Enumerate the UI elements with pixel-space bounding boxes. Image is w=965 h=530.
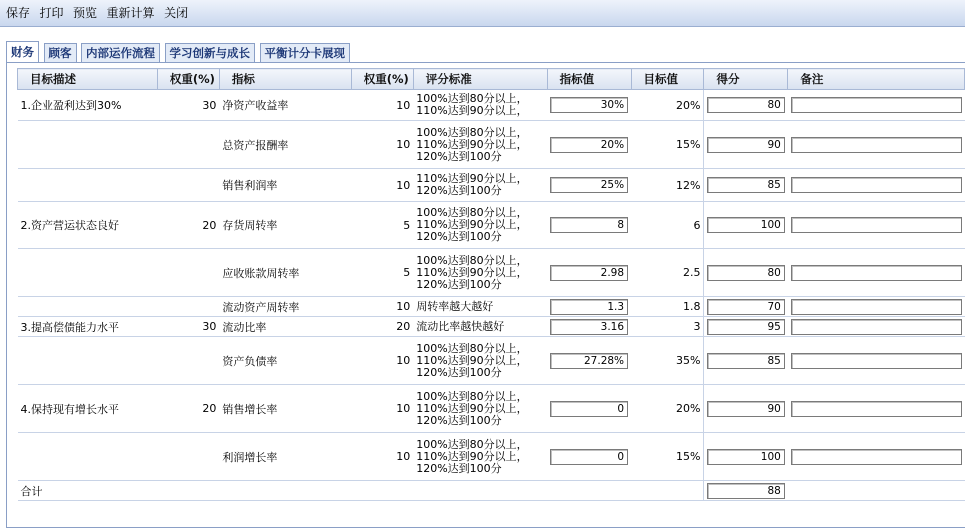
remark-cell xyxy=(788,202,965,249)
indicator-weight-cell: 5 xyxy=(351,202,413,249)
remark-field[interactable] xyxy=(791,97,962,113)
value-cell xyxy=(547,297,631,317)
remark-cell xyxy=(788,249,965,297)
objective-weight-cell xyxy=(157,337,219,385)
remark-field[interactable] xyxy=(791,319,962,335)
col-standard[interactable]: 评分标准 xyxy=(413,69,547,90)
standard-line: 120%达到100分 xyxy=(416,365,502,379)
objective-cell: 1.企业盈利达到30% xyxy=(18,90,158,121)
indicator-weight-cell: 10 xyxy=(351,385,413,433)
recalculate-button[interactable]: 重新计算 xyxy=(106,6,155,20)
indicator-cell: 销售利润率 xyxy=(219,169,351,202)
remark-cell xyxy=(788,337,965,385)
tab-learning-growth[interactable]: 学习创新与成长 xyxy=(165,43,256,63)
toolbar xyxy=(0,0,965,27)
total-label: 合计 xyxy=(18,481,158,501)
indicator-cell: 资产负债率 xyxy=(219,337,351,385)
indicator-weight-cell: 10 xyxy=(351,169,413,202)
col-objective[interactable]: 目标描述 xyxy=(18,69,158,90)
indicator-cell: 应收账款周转率 xyxy=(219,249,351,297)
finance-panel xyxy=(6,62,965,528)
col-value[interactable]: 指标值 xyxy=(547,69,631,90)
remark-cell xyxy=(788,297,965,317)
standard-line: 100%达到80分以上， xyxy=(416,206,528,219)
remark-field[interactable] xyxy=(791,177,962,193)
objective-weight-cell: 20 xyxy=(157,202,219,249)
standard-line: 流动比率越快越好 xyxy=(416,319,505,333)
total-row xyxy=(18,481,965,501)
tab-internal-process[interactable]: 内部运作流程 xyxy=(81,43,160,63)
objective-cell: 2.资产营运状态良好 xyxy=(18,202,158,249)
table-row xyxy=(18,90,965,121)
col-remark[interactable]: 备注 xyxy=(788,69,965,90)
standard-line: 100%达到80分以上， xyxy=(416,389,528,403)
standard-cell xyxy=(413,249,547,297)
standard-line: 110%达到90分以上， xyxy=(416,265,528,279)
standard-line: 110%达到90分以上， xyxy=(416,353,528,367)
table-row xyxy=(18,317,965,337)
standard-line: 120%达到100分 xyxy=(416,277,502,291)
value-cell xyxy=(547,337,631,385)
score-cell xyxy=(704,297,788,317)
objective-cell xyxy=(18,249,158,297)
objective-cell xyxy=(18,297,158,317)
tab-customer[interactable]: 顾客 xyxy=(44,43,77,63)
remark-cell xyxy=(788,317,965,337)
value-cell xyxy=(547,385,631,433)
indicator-value-field[interactable]: 27.28% xyxy=(550,353,628,369)
score-cell xyxy=(704,433,788,481)
remark-field[interactable] xyxy=(791,137,962,153)
table-row xyxy=(18,297,965,317)
remark-field[interactable] xyxy=(791,299,962,315)
objective-weight-cell xyxy=(157,121,219,169)
col-indicator-weight[interactable]: 权重(%) xyxy=(351,69,413,90)
standard-line: 120%达到100分 xyxy=(416,149,502,163)
indicator-value-field[interactable]: 2.98 xyxy=(550,265,628,281)
standard-line: 120%达到100分 xyxy=(416,230,502,243)
score-cell xyxy=(704,90,788,121)
standard-line: 110%达到90分以上， xyxy=(416,104,528,117)
indicator-cell: 总资产报酬率 xyxy=(219,121,351,169)
standard-cell xyxy=(413,433,547,481)
score-cell xyxy=(704,317,788,337)
remark-cell xyxy=(788,169,965,202)
table-row xyxy=(18,385,965,433)
objective-weight-cell xyxy=(157,433,219,481)
standard-line: 110%达到90分以上， xyxy=(416,137,528,151)
remark-field[interactable] xyxy=(791,217,962,233)
objective-weight-cell: 20 xyxy=(157,385,219,433)
indicator-cell: 流动资产周转率 xyxy=(219,297,351,317)
value-cell xyxy=(547,90,631,121)
indicator-weight-cell: 10 xyxy=(351,337,413,385)
remark-cell xyxy=(788,385,965,433)
close-button[interactable]: 关闭 xyxy=(164,6,189,20)
standard-line: 110%达到90分以上， xyxy=(416,218,528,231)
indicator-cell: 净资产收益率 xyxy=(219,90,351,121)
score-cell xyxy=(704,169,788,202)
table-row xyxy=(18,121,965,169)
indicator-cell: 流动比率 xyxy=(219,317,351,337)
score-cell xyxy=(704,121,788,169)
tab-scorecard-display[interactable]: 平衡计分卡展现 xyxy=(260,43,351,63)
remark-cell xyxy=(788,121,965,169)
score-field[interactable]: 90 xyxy=(707,137,784,153)
save-button[interactable]: 保存 xyxy=(6,6,31,20)
remark-field[interactable] xyxy=(791,449,962,465)
objective-cell xyxy=(18,121,158,169)
value-cell xyxy=(547,317,631,337)
tab-finance[interactable]: 财务 xyxy=(6,41,39,63)
remark-cell xyxy=(788,433,965,481)
scorecard-table xyxy=(17,68,965,501)
value-cell xyxy=(547,433,631,481)
score-cell xyxy=(704,249,788,297)
value-cell xyxy=(547,169,631,202)
objective-weight-cell: 30 xyxy=(157,317,219,337)
indicator-value-field[interactable]: 30% xyxy=(550,97,628,113)
table-row xyxy=(18,169,965,202)
standard-cell xyxy=(413,317,547,337)
target-cell: 15% xyxy=(631,433,704,481)
standard-cell xyxy=(413,297,547,317)
objective-cell: 4.保持现有增长水平 xyxy=(18,385,158,433)
standard-line: 100%达到80分以上， xyxy=(416,437,528,451)
target-cell: 3 xyxy=(631,317,704,337)
col-target[interactable]: 目标值 xyxy=(631,69,704,90)
remark-field[interactable] xyxy=(791,265,962,281)
score-cell xyxy=(704,202,788,249)
target-cell: 12% xyxy=(631,169,704,202)
remark-cell xyxy=(788,90,965,121)
indicator-weight-cell: 10 xyxy=(351,297,413,317)
indicator-weight-cell: 10 xyxy=(351,121,413,169)
objective-cell xyxy=(18,337,158,385)
standard-cell xyxy=(413,90,547,121)
print-button[interactable]: 打印 xyxy=(39,6,64,20)
target-cell: 6 xyxy=(631,202,704,249)
table-row xyxy=(18,337,965,385)
value-cell xyxy=(547,121,631,169)
standard-cell xyxy=(413,121,547,169)
objective-cell xyxy=(18,169,158,202)
objective-weight-cell: 30 xyxy=(157,90,219,121)
score-field[interactable]: 70 xyxy=(707,299,784,315)
score-field[interactable]: 90 xyxy=(707,401,784,417)
table-row xyxy=(18,249,965,297)
indicator-weight-cell: 10 xyxy=(351,433,413,481)
indicator-value-field[interactable]: 8 xyxy=(550,217,628,233)
indicator-value-field[interactable]: 20% xyxy=(550,137,628,153)
standard-cell xyxy=(413,202,547,249)
score-field[interactable]: 100 xyxy=(707,217,784,233)
indicator-cell: 利润增长率 xyxy=(219,433,351,481)
col-objective-weight[interactable]: 权重(%) xyxy=(157,69,219,90)
score-field[interactable]: 85 xyxy=(707,177,784,193)
remark-field[interactable] xyxy=(791,401,962,417)
standard-line: 120%达到100分 xyxy=(416,184,502,197)
indicator-weight-cell: 5 xyxy=(351,249,413,297)
indicator-value-field[interactable]: 25% xyxy=(550,177,628,193)
indicator-value-field[interactable]: 1.3 xyxy=(550,299,628,315)
target-cell: 15% xyxy=(631,121,704,169)
preview-button[interactable]: 预览 xyxy=(73,6,98,20)
standard-line: 100%达到80分以上， xyxy=(416,253,528,267)
objective-weight-cell xyxy=(157,297,219,317)
standard-line: 110%达到90分以上， xyxy=(416,401,528,415)
target-cell: 35% xyxy=(631,337,704,385)
standard-cell xyxy=(413,169,547,202)
indicator-weight-cell: 10 xyxy=(351,90,413,121)
standard-line: 100%达到80分以上， xyxy=(416,341,528,355)
score-field[interactable]: 85 xyxy=(707,353,784,369)
score-field[interactable]: 80 xyxy=(707,97,784,113)
standard-line: 周转率越大越好 xyxy=(416,299,494,313)
standard-line: 110%达到90分以上， xyxy=(416,172,528,185)
table-header xyxy=(18,69,965,90)
indicator-value-field[interactable]: 0 xyxy=(550,449,628,465)
table-row xyxy=(18,433,965,481)
objective-weight-cell xyxy=(157,169,219,202)
value-cell xyxy=(547,202,631,249)
target-cell: 20% xyxy=(631,385,704,433)
score-field[interactable]: 80 xyxy=(707,265,784,281)
target-cell: 20% xyxy=(631,90,704,121)
value-cell xyxy=(547,249,631,297)
tab-bar xyxy=(6,41,351,63)
indicator-value-field[interactable]: 0 xyxy=(550,401,628,417)
standard-cell xyxy=(413,337,547,385)
score-field[interactable]: 95 xyxy=(707,319,784,335)
table-row xyxy=(18,202,965,249)
standard-cell xyxy=(413,385,547,433)
indicator-cell: 存货周转率 xyxy=(219,202,351,249)
score-cell xyxy=(704,337,788,385)
standard-line: 120%达到100分 xyxy=(416,461,502,475)
objective-cell: 3.提高偿债能力水平 xyxy=(18,317,158,337)
col-score[interactable]: 得分 xyxy=(704,69,788,90)
standard-line: 100%达到80分以上， xyxy=(416,125,528,139)
standard-line: 120%达到100分 xyxy=(416,413,502,427)
objective-weight-cell xyxy=(157,249,219,297)
objective-cell xyxy=(18,433,158,481)
score-cell xyxy=(704,385,788,433)
indicator-value-field[interactable]: 3.16 xyxy=(550,319,628,335)
score-field[interactable]: 100 xyxy=(707,449,784,465)
target-cell: 1.8 xyxy=(631,297,704,317)
target-cell: 2.5 xyxy=(631,249,704,297)
col-indicator[interactable]: 指标 xyxy=(219,69,351,90)
standard-line: 100%达到80分以上， xyxy=(416,92,528,105)
indicator-cell: 销售增长率 xyxy=(219,385,351,433)
standard-line: 110%达到90分以上， xyxy=(416,449,528,463)
indicator-weight-cell: 20 xyxy=(351,317,413,337)
total-score-field[interactable]: 88 xyxy=(707,483,784,499)
remark-field[interactable] xyxy=(791,353,962,369)
